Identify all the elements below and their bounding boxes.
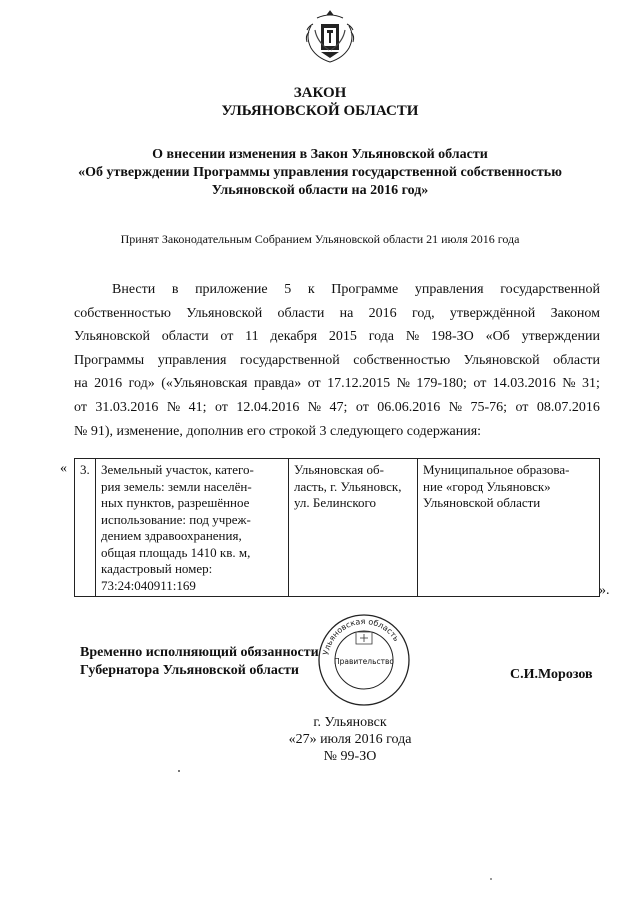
cell-line: Земельный участок, катего- [101,462,254,477]
body-word: Ульяновской [463,352,540,368]
coat-of-arms-emblem [303,8,357,66]
body-word: 31.03.2016 [95,399,159,415]
cell-line: кадастровый номер: [101,561,213,576]
law-number-line: № 99-ЗО [323,749,377,764]
body-word: утверждённой [449,305,536,321]
closing-quote: ». [599,583,610,598]
body-word: области [553,352,600,368]
body-word: государственной [500,282,600,297]
body-word: декабря [270,329,318,345]
body-word: в [171,282,179,297]
body-word: № 91), изменение, дополнив его строкой 3 следующего содержания: [74,423,482,439]
svg-text:Правительство: Правительство [334,657,394,666]
body-word: год, [411,305,435,321]
address-cell [289,459,418,597]
body-word: собственностью [353,352,451,368]
body-line [74,420,600,444]
row-number-cell: 3. [75,459,96,597]
cell-line: общая площадь 1410 кв. м, [101,544,251,560]
body-word: Ульяновской [74,329,150,345]
body-word: области [277,305,325,321]
body-line [74,325,600,349]
body-word: управления [157,352,227,368]
body-paragraph [74,278,600,443]
signatory-name: С.И.Морозов [510,667,593,682]
body-word: 179-180; [416,376,467,392]
place-and-date [0,714,640,765]
body-word: год» [128,376,155,392]
law-heading: ЗАКОН [293,85,347,101]
body-word: утверждении [521,329,600,345]
table-row [75,459,600,597]
cell-line: использование: под учреж- [101,511,251,527]
body-word: от [220,329,234,345]
amendment-table [74,458,600,597]
body-word: от [74,399,87,415]
body-word: 08.07.2016 [536,399,600,415]
region-heading: УЛЬЯНОВСКОЙ ОБЛАСТИ [221,103,419,119]
owner-cell [418,459,600,597]
body-word: № [396,376,410,392]
body-word: 75-76; [470,399,508,415]
cell-line: 73:24:040911:169 [101,577,196,593]
body-word: («Ульяновская [161,376,248,392]
cell-line: Ульяновская об- [294,462,384,477]
subtitle-line: О внесении изменения в Закон Ульяновской области [152,147,488,162]
body-word: 12.04.2016 [236,399,300,415]
body-word: на [339,305,354,321]
cell-line: ул. Белинского [294,495,376,510]
body-word: от [515,399,529,415]
body-word: 41; [188,399,207,415]
position-line: Губернатора Ульяновской области [80,663,299,678]
body-line [74,278,600,302]
body-word: управления [414,282,484,297]
cell-line: Муниципальное образова- [423,462,570,477]
city-line: г. Ульяновск [313,715,387,730]
body-word: правда» [253,376,302,392]
cell-line: ласть, г. Ульяновск, [294,478,402,494]
body-word: 2015 [328,329,357,345]
body-line [74,349,600,373]
body-word: № [307,399,322,415]
body-word: Законом [550,305,600,321]
body-word: области [161,329,209,345]
body-word: 11 [245,329,259,345]
body-word: № [166,399,181,415]
body-word: № [405,329,420,345]
official-seal [316,612,412,708]
subtitle-line: «Об утверждении Программы управления государственной собственностью [78,165,562,180]
body-line [74,372,600,396]
body-word: Ульяновской [186,305,263,321]
body-word: от [214,399,228,415]
body-word: собственностью [74,305,171,321]
body-word: приложение [195,282,268,297]
cell-line: ных пунктов, разрешённое [101,495,250,510]
body-word: 5 [284,282,292,297]
cell-line: рия земель: земли населён- [101,478,252,494]
body-word: 198-ЗО [430,329,474,345]
cell-line: ние «город Ульяновск» [423,478,551,494]
body-word: на [74,376,88,392]
speck [178,770,180,772]
date-line: «27» июля 2016 года [288,732,412,747]
body-word: 2016 [368,305,397,321]
body-word: от [355,399,369,415]
subtitle-line: Ульяновской области на 2016 год» [211,183,429,198]
body-word: государственной [239,352,340,368]
body-word: года [368,329,395,345]
body-word: от [473,376,487,392]
body-word: «Об [485,329,510,345]
body-word: № [562,376,576,392]
body-word: 14.03.2016 [492,376,556,392]
body-line [74,396,600,420]
body-word: от [307,376,321,392]
body-word: 06.06.2016 [377,399,441,415]
body-word: 31; [582,376,600,392]
adoption-note: Принят Законодательным Собранием Ульяновской области 21 июля 2016 года [120,232,520,246]
body-word: 17.12.2015 [327,376,391,392]
law-subtitle [60,146,580,200]
position-line: Временно исполняющий обязанности [80,645,319,660]
body-word: Внести [112,282,156,297]
body-word: 2016 [94,376,123,392]
opening-quote: « [60,461,67,476]
object-cell [96,459,289,597]
body-word: Программе [331,282,399,297]
body-word: к [307,282,315,297]
cell-line: дением здравоохранения, [101,528,242,543]
cell-line: Ульяновской области [423,495,541,510]
body-line [74,302,600,326]
signatory-position [80,644,319,680]
body-word: № [448,399,463,415]
body-word: Программы [74,352,145,368]
svg-text:Ульяновская область: Ульяновская область [321,616,402,656]
speck [490,878,492,880]
body-word: 47; [329,399,348,415]
